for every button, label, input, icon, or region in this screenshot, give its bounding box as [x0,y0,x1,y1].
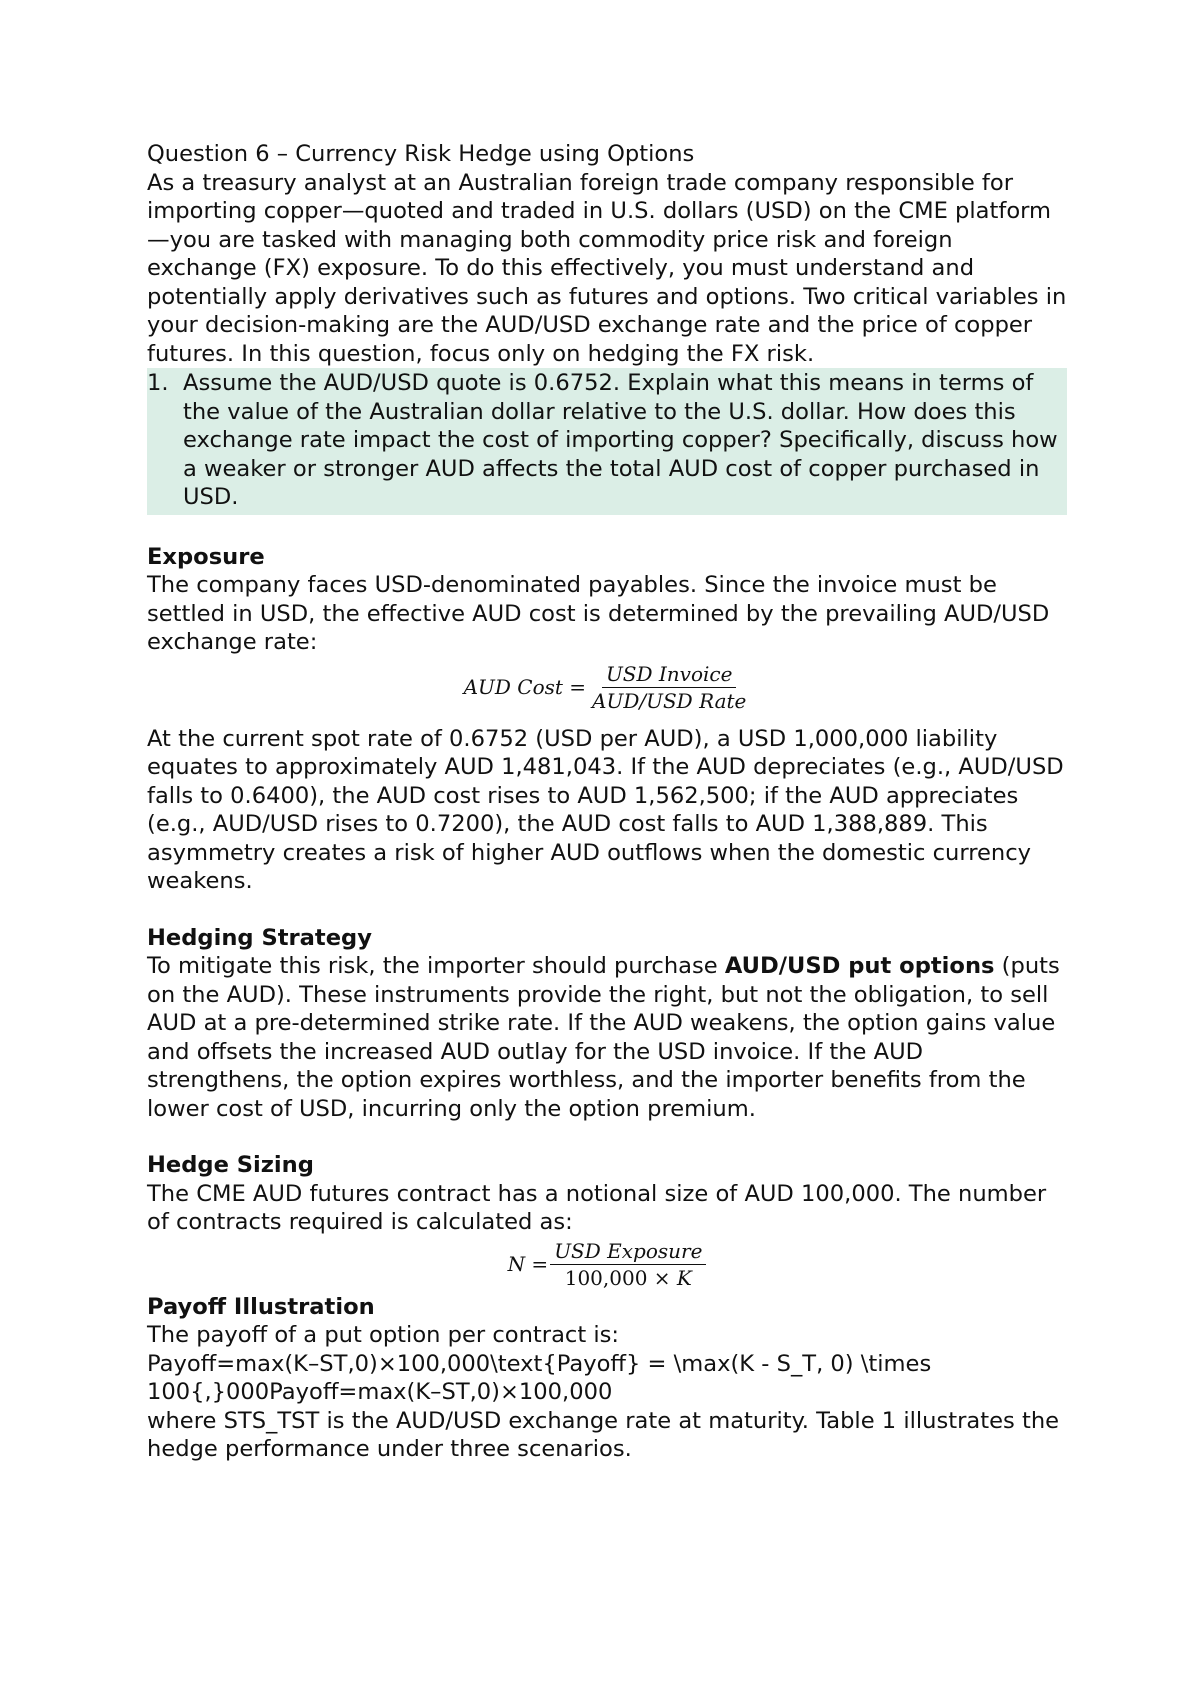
sizing-heading: Hedge Sizing [147,1152,314,1178]
spacer [147,515,1067,543]
exposure-heading: Exposure [147,543,265,570]
payoff-heading: Payoff Illustration [147,1293,375,1320]
formula-denominator-var: K [676,1266,692,1290]
sizing-text: The CME AUD futures contract has a notional size of AUD 100,000. The number of contracts required is calculated as: [147,1180,1047,1235]
contracts-formula [147,1237,1067,1293]
formula-denominator-plain: 100,000 × [564,1266,677,1290]
formula-lhs: AUD Cost = [463,675,587,700]
payoff-line-3: where STS_TST is the AUD/USD exchange rate at maturity. Table 1 illustrates the hedge performance under three scenarios. [147,1407,1060,1462]
formula-lhs: N = [507,1252,549,1277]
strategy-text-before: To mitigate this risk, the importer should purchase [147,953,725,979]
payoff-line-1: The payoff of a put option per contract is: [147,1322,620,1348]
strategy-text-bold: AUD/USD put options [724,953,995,979]
exposure-paragraph: At the current spot rate of 0.6752 (USD per AUD), a USD 1,000,000 liability equates to approximately AUD 1,481,043. If the AUD depreciates (e.g., AUD/USD falls to 0.6400), the AUD cost rises to AUD 1,562,500; if the AUD appreciates (e.g., AUD/USD rises to 0.7200), the AUD cost falls to AUD 1,388,889. This asymmetry creates a risk of higher AUD outflows when the domestic currency weakens. [147,725,1064,894]
strategy-heading: Hedging Strategy [147,924,372,951]
strategy-text-after: (puts on the AUD). These instruments provide the right, but not the obligation, to sell AUD at a pre-determined strike rate. If the AUD weakens, the option gains value and offsets the increased AUD outlay for the USD invoice. If the AUD strengthens, the option expires worthless, and the importer benefits from the lower cost of USD, incurring only the option premium. [147,953,1060,1122]
formula-denominator [561,1265,696,1290]
spacer [147,1123,1067,1151]
formula-denominator: AUD/USD Rate [592,689,747,713]
formula-fraction [588,662,750,713]
question-title: Question 6 – Currency Risk Hedge using Options [147,141,695,167]
payoff-line-2: Payoff=max(K–ST,0)×100,000\text{Payoff} = \max(K - S_T, 0) \times 100{,}000Payoff=max(K–ST,0)×100,000 [147,1350,932,1405]
question-list-item [147,368,1067,515]
exposure-text: The company faces USD-denominated payables. Since the invoice must be settled in USD, the effective AUD cost is determined by the prevailing AUD/USD exchange rate: [147,572,1050,655]
list-number: 1. [147,370,169,396]
aud-cost-formula [147,657,1067,719]
formula-numerator: USD Invoice [602,662,737,688]
strategy-paragraph [147,952,1067,1123]
document-page [147,140,1067,1464]
intro-paragraph: As a treasury analyst at an Australian foreign trade company responsible for importing copper—quoted and traded in U.S. dollars (USD) on the CME platform—you are tasked with managing both commodity price risk and foreign exchange (FX) exposure. To do this effectively, you must understand and potentially apply derivatives such as futures and options. Two critical variables in your decision-making are the AUD/USD exchange rate and the price of copper futures. In this question, focus only on hedging the FX risk. [147,169,1067,367]
formula-numerator: USD Exposure [550,1239,706,1265]
spacer [147,896,1067,924]
formula-fraction [550,1239,706,1290]
question-item-text: Assume the AUD/USD quote is 0.6752. Explain what this means in terms of the value of the Australian dollar relative to the U.S. dollar. How does this exchange rate impact the cost of importing copper? Specifically, discuss how a weaker or stronger AUD affects the total AUD cost of copper purchased in USD. [183,370,1058,510]
